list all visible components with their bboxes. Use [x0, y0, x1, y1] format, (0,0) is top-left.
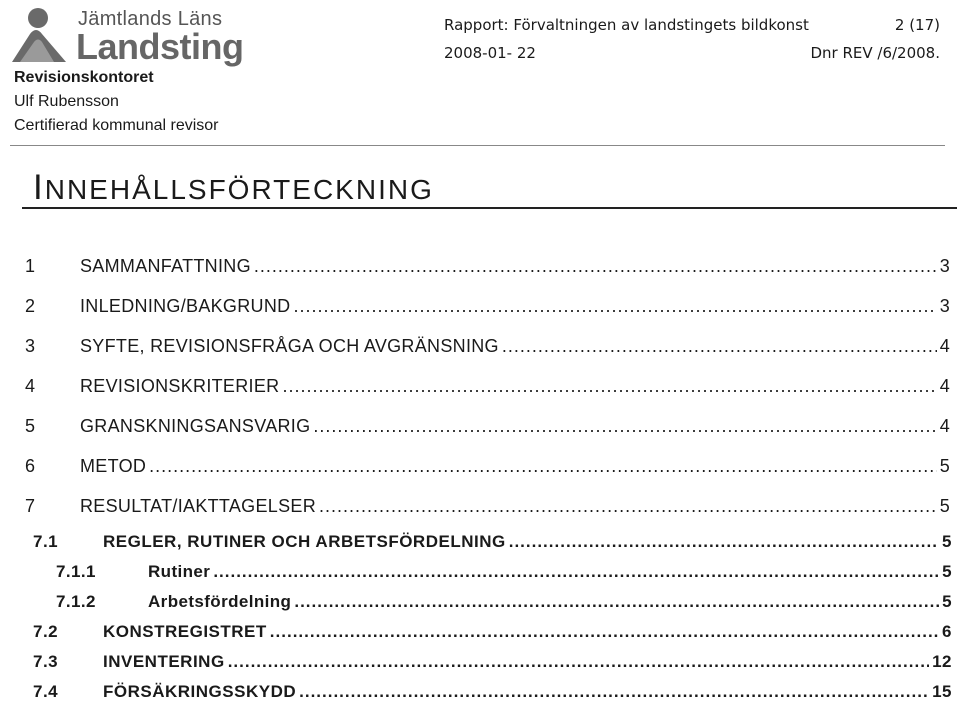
toc-entry-number: 7.1	[33, 532, 59, 551]
toc-entry-page: 3	[939, 256, 950, 276]
toc-entry-page: 5	[939, 456, 950, 476]
toc-entry[interactable]	[33, 622, 952, 642]
toc-entry-number: 6	[25, 456, 36, 476]
title-first-letter: I	[33, 168, 45, 207]
toc-entry-number: 7	[25, 496, 36, 516]
sender-block	[14, 66, 219, 138]
toc-entry-title: REGLER, RUTINER OCH ARBETSFÖRDELNING	[103, 532, 506, 551]
toc-dot-leader	[509, 532, 939, 552]
toc-dot-leader	[282, 376, 936, 397]
toc-dot-leader	[313, 416, 936, 437]
toc-entry[interactable]	[25, 496, 950, 517]
toc-dot-leader	[299, 682, 929, 702]
sender-role: Certifierad kommunal revisor	[14, 117, 219, 134]
toc-entry-title: METOD	[80, 456, 147, 476]
toc-entry-number: 3	[25, 336, 36, 356]
toc-dot-leader	[270, 622, 939, 642]
toc-entry-title: GRANSKNINGSANSVARIG	[80, 416, 311, 436]
toc-entry-title: SYFTE, REVISIONSFRÅGA OCH AVGRÄNSNING	[80, 336, 499, 356]
toc-entry-number: 2	[25, 296, 36, 316]
toc-entry-title: SAMMANFATTNING	[80, 256, 251, 276]
toc-entry[interactable]	[25, 456, 950, 477]
toc-dot-leader	[319, 496, 937, 517]
toc-entry-page: 5	[942, 532, 952, 551]
landsting-logo-icon	[10, 6, 70, 64]
toc-dot-leader	[213, 562, 939, 582]
diary-number: Dnr REV /6/2008.	[810, 44, 940, 62]
toc-entry-page: 15	[932, 682, 952, 701]
toc-entry-number: 7.4	[33, 682, 59, 701]
toc-entry-page: 6	[942, 622, 952, 641]
toc-entry-page: 12	[932, 652, 952, 671]
toc-dot-leader	[254, 256, 937, 277]
sender-name: Ulf Rubensson	[14, 93, 119, 110]
toc-entry-title: REVISIONSKRITERIER	[80, 376, 280, 396]
toc-entry-page: 4	[939, 416, 950, 436]
toc-entry-number: 1	[25, 256, 36, 276]
toc-entry-page: 5	[942, 562, 952, 581]
toc-entry-page: 5	[939, 496, 950, 516]
toc-entry-title: Arbetsfördelning	[148, 592, 292, 611]
toc-dot-leader	[149, 456, 937, 477]
toc-dot-leader	[293, 296, 936, 317]
toc-entry-number: 4	[25, 376, 36, 396]
toc-dot-leader	[294, 592, 939, 612]
toc-entry-page: 5	[942, 592, 952, 611]
toc-dot-leader	[228, 652, 929, 672]
sender-office: Revisionskontoret	[14, 69, 154, 86]
logo-top-text: Jämtlands Läns	[78, 8, 223, 30]
toc-entry[interactable]	[25, 416, 950, 437]
logo-big-text: Landsting	[76, 26, 244, 67]
title-rest: NNEHÅLLSFÖRTECKNING	[44, 174, 434, 205]
toc-entry-page: 3	[939, 296, 950, 316]
toc-entry-number: 7.1.1	[56, 562, 96, 581]
toc-entry[interactable]	[33, 532, 952, 552]
toc-entry-title: Rutiner	[148, 562, 211, 581]
toc-entry[interactable]	[25, 336, 950, 357]
toc-entry-title: INLEDNING/BAKGRUND	[80, 296, 291, 316]
toc-entry[interactable]	[56, 592, 952, 612]
toc-entry[interactable]	[25, 296, 950, 317]
toc-entry-title: INVENTERING	[103, 652, 225, 671]
logo	[10, 6, 244, 67]
report-date: 2008-01- 22	[444, 44, 536, 62]
toc-dot-leader	[502, 336, 937, 357]
toc-entry[interactable]	[33, 652, 952, 672]
report-title: Rapport: Förvaltningen av landstingets bildkonst	[444, 16, 809, 34]
title-underline	[22, 207, 957, 209]
toc-entry-number: 5	[25, 416, 36, 436]
header-divider	[10, 145, 945, 146]
toc-entry[interactable]	[25, 256, 950, 277]
toc-entry-number: 7.2	[33, 622, 59, 641]
toc-entry-number: 7.3	[33, 652, 59, 671]
toc-entry-title: FÖRSÄKRINGSSKYDD	[103, 682, 297, 701]
toc-entry-title: RESULTAT/IAKTTAGELSER	[80, 496, 317, 516]
toc-entry[interactable]	[56, 562, 952, 582]
toc-entry[interactable]	[25, 376, 950, 397]
page-number: 2 (17)	[894, 16, 940, 34]
report-header	[444, 16, 940, 72]
page-title	[33, 168, 434, 208]
toc-entry[interactable]	[33, 682, 952, 702]
toc-entry-page: 4	[939, 376, 950, 396]
toc-entry-page: 4	[939, 336, 950, 356]
toc-entry-number: 7.1.2	[56, 592, 96, 611]
toc-entry-title: KONSTREGISTRET	[103, 622, 267, 641]
